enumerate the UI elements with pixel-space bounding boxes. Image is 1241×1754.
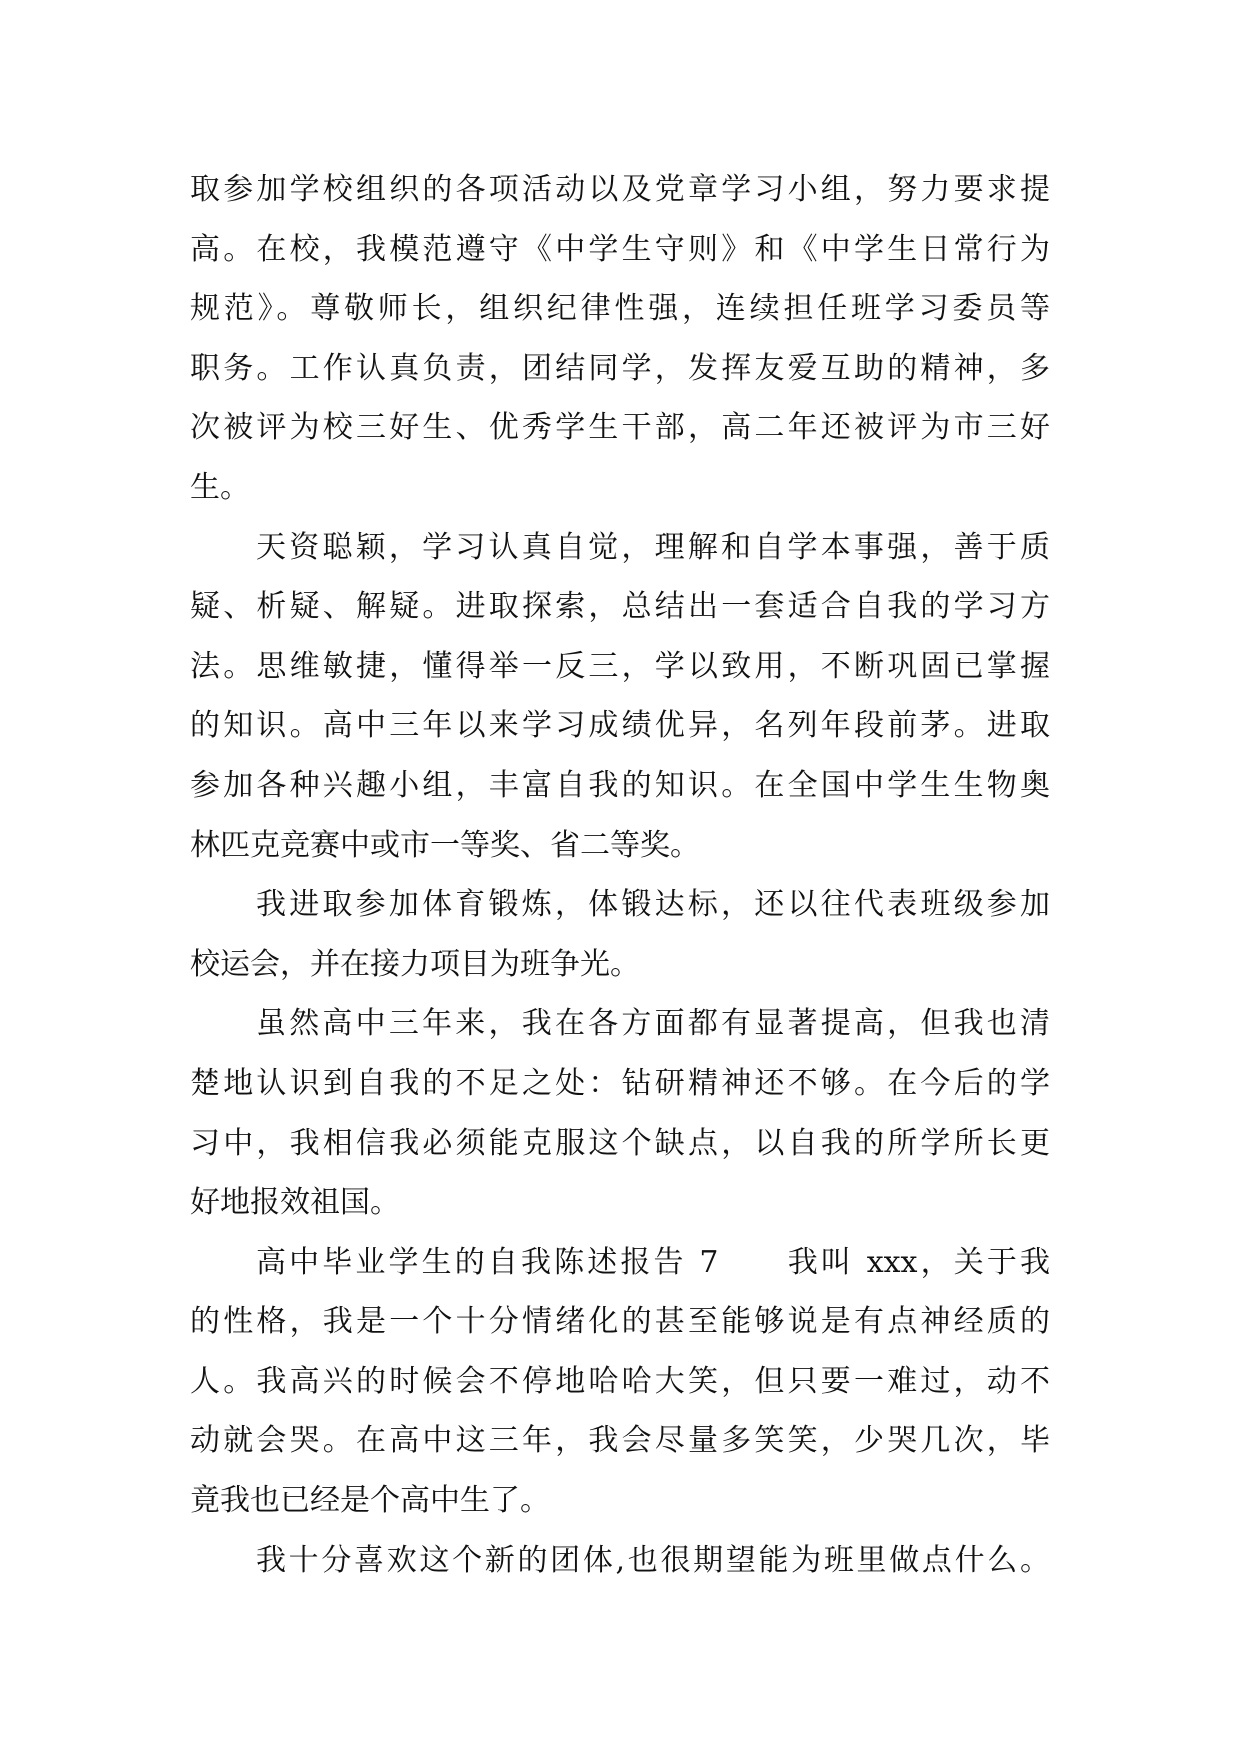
- text-line: 人。我高兴的时候会不停地哈哈大笑，但只要一难过，动不: [190, 1363, 1050, 1399]
- text-line: 虽然高中三年来，我在各方面都有显著提高，但我也清: [256, 1006, 1050, 1042]
- text-line: 高中毕业学生的自我陈述报告 7 我叫 xxx，关于我: [256, 1244, 1050, 1280]
- text-line: 林匹克竞赛中或市一等奖、省二等奖。: [190, 827, 700, 863]
- text-line: 疑、析疑、解疑。进取探索，总结出一套适合自我的学习方: [190, 589, 1050, 625]
- text-line: 我进取参加体育锻炼，体锻达标，还以往代表班级参加: [256, 887, 1050, 923]
- text-line: 楚地认识到自我的不足之处：钻研精神还不够。在今后的学: [190, 1065, 1050, 1101]
- text-line: 的知识。高中三年以来学习成绩优异，名列年段前茅。进取: [190, 708, 1050, 744]
- text-line: 规范》。尊敬师长，组织纪律性强，连续担任班学习委员等: [190, 291, 1050, 327]
- text-line: 的性格，我是一个十分情绪化的甚至能够说是有点神经质的: [190, 1304, 1050, 1340]
- text-line: 我十分喜欢这个新的团体,也很期望能为班里做点什么。: [256, 1542, 1050, 1578]
- text-line: 动就会哭。在高中这三年，我会尽量多笑笑，少哭几次，毕: [190, 1423, 1050, 1459]
- text-line: 校运会，并在接力项目为班争光。: [190, 946, 640, 982]
- document-body: [190, 160, 1050, 1590]
- text-line: 法。思维敏捷，懂得举一反三，学以致用，不断巩固已掌握: [190, 648, 1050, 684]
- text-line: 次被评为校三好生、优秀学生干部，高二年还被评为市三好: [190, 410, 1050, 446]
- text-line: 高。在校，我模范遵守《中学生守则》和《中学生日常行为: [190, 231, 1050, 267]
- text-line: 习中，我相信我必须能克服这个缺点，以自我的所学所长更: [190, 1125, 1050, 1161]
- text-line: 职务。工作认真负责，团结同学，发挥友爱互助的精神，多: [190, 350, 1050, 386]
- text-line: 好地报效祖国。: [190, 1185, 400, 1221]
- text-line: 天资聪颖，学习认真自觉，理解和自学本事强，善于质: [256, 529, 1050, 565]
- text-line: 取参加学校组织的各项活动以及党章学习小组，努力要求提: [190, 172, 1050, 207]
- text-line: 竟我也已经是个高中生了。: [190, 1483, 550, 1519]
- text-line: 参加各种兴趣小组，丰富自我的知识。在全国中学生生物奥: [190, 767, 1050, 803]
- text-line: 生。: [190, 469, 250, 505]
